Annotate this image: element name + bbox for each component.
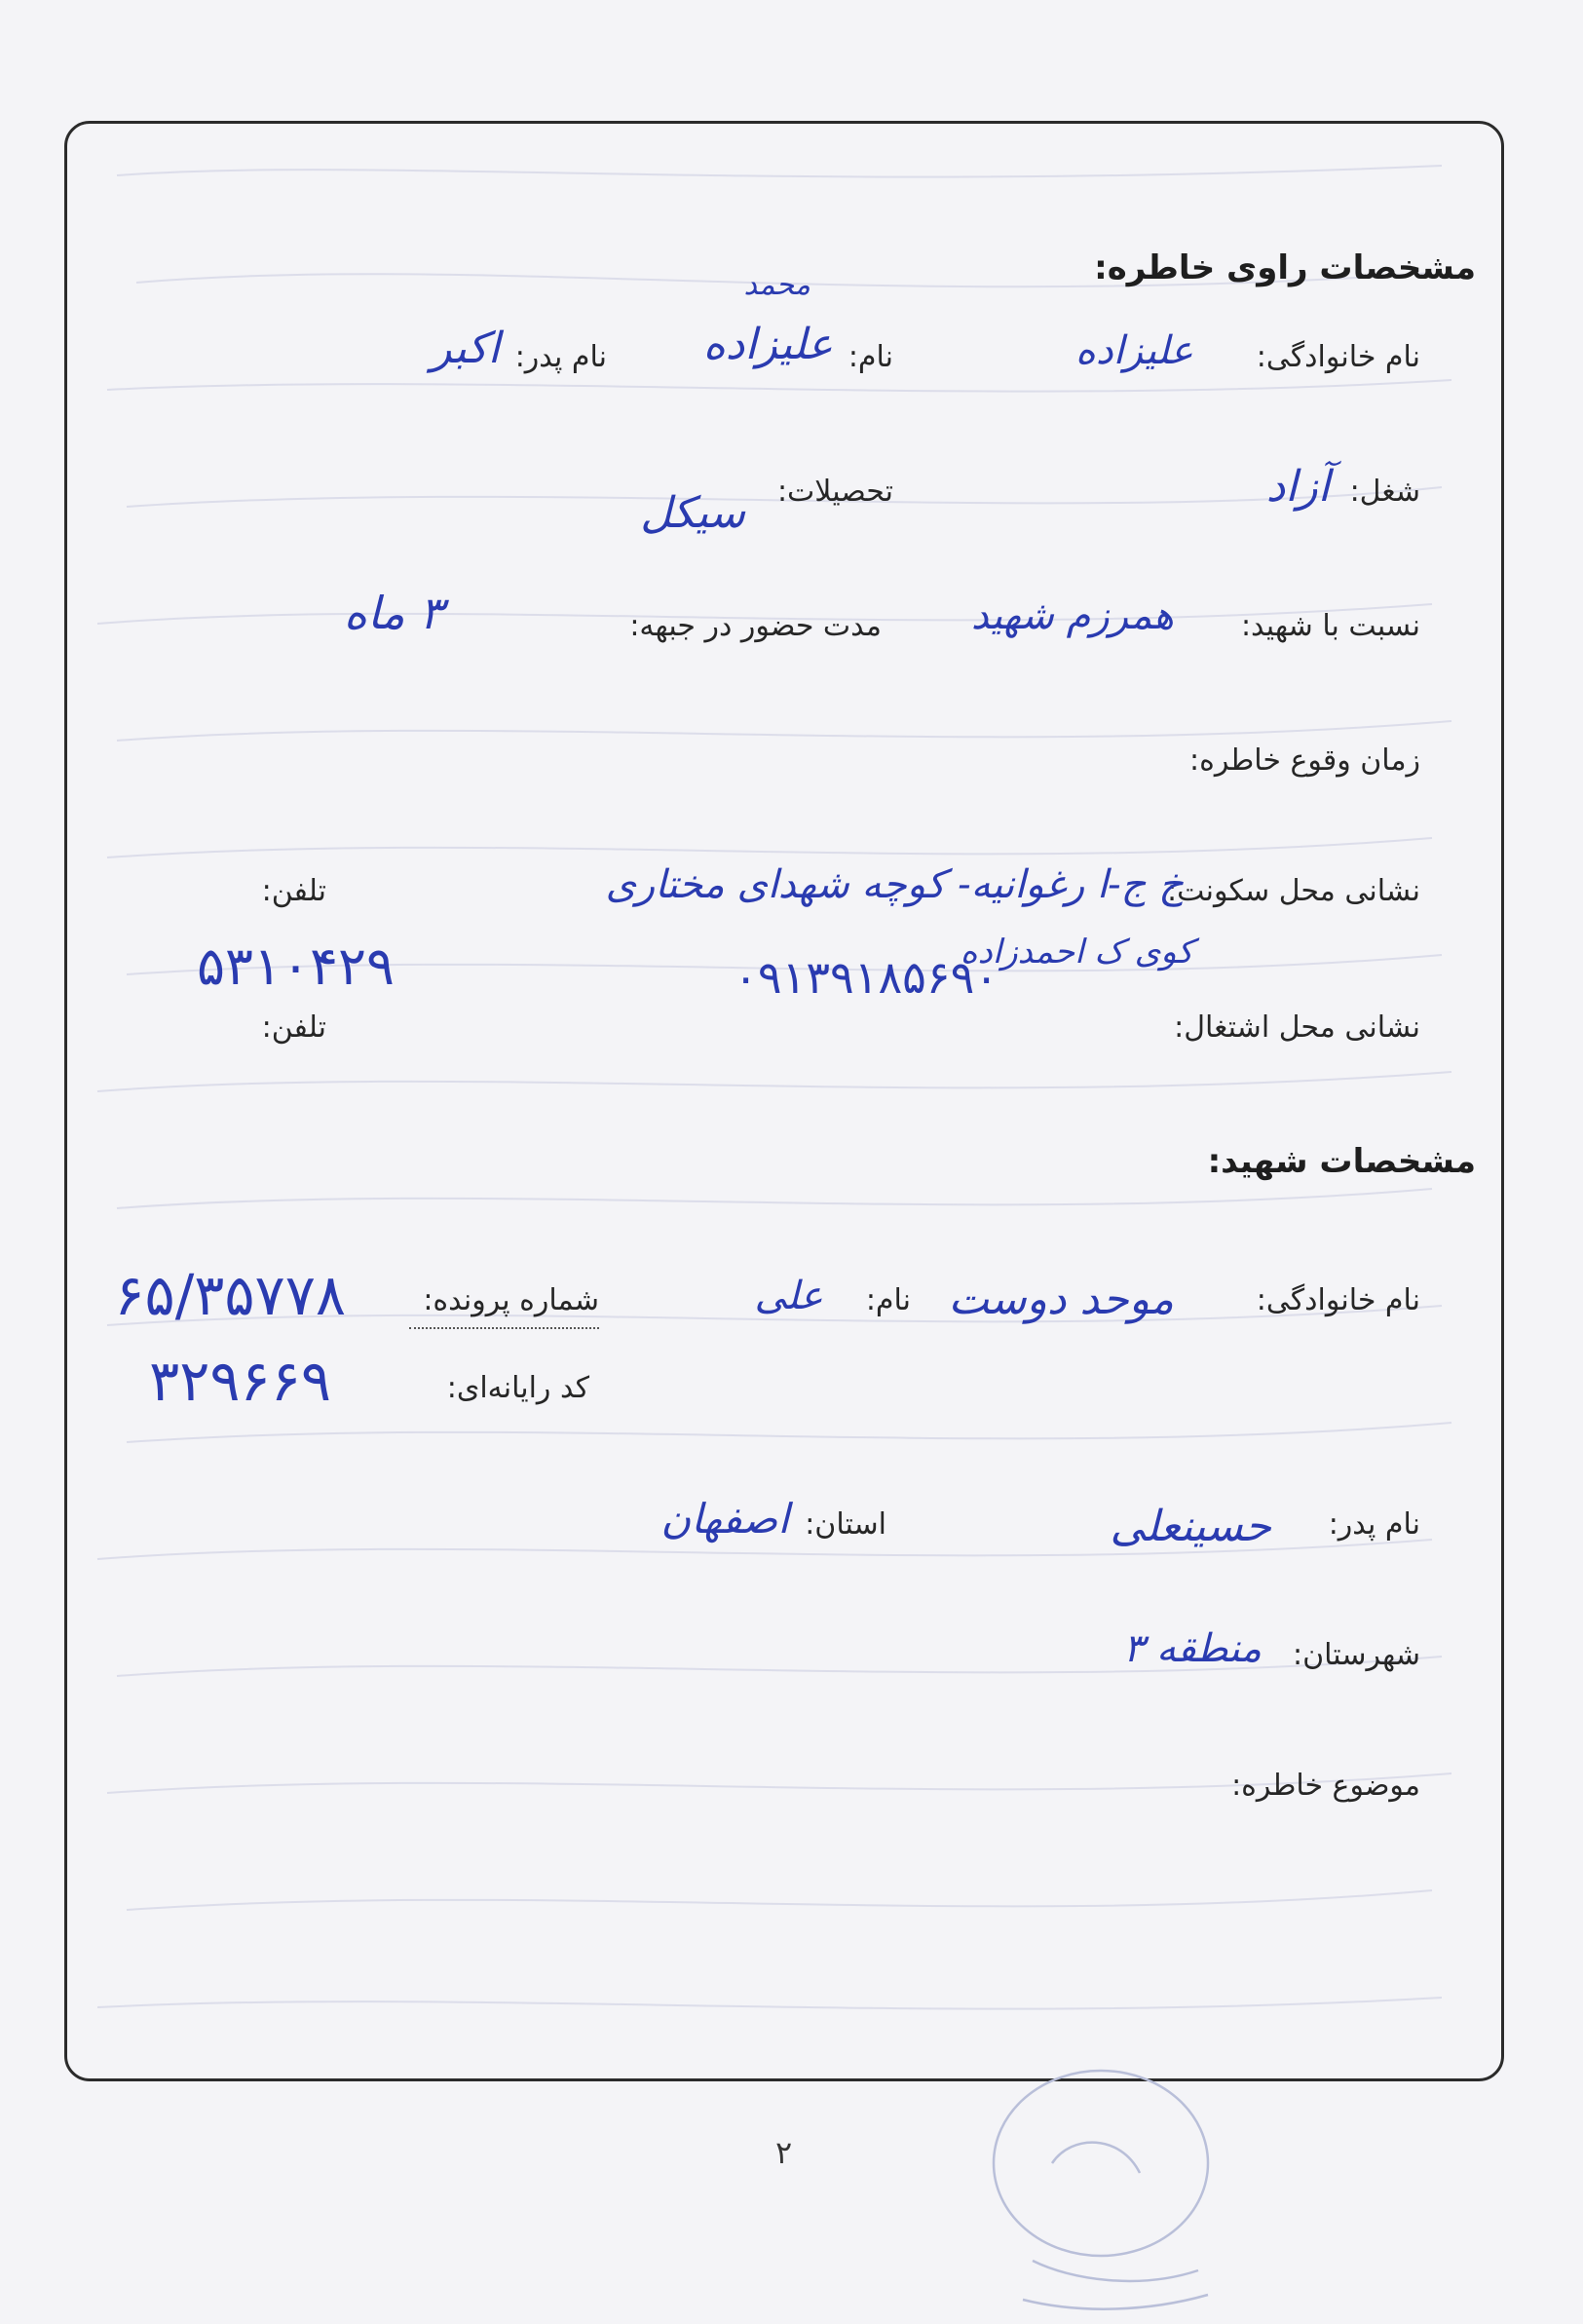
martyr-father-label: نام پدر:: [1328, 1507, 1420, 1542]
narrator-work-address-label: نشانی محل اشتغال:: [1174, 1010, 1420, 1045]
martyr-father-value: حسینعلی: [1110, 1502, 1271, 1551]
narrator-home-address-label: نشانی محل سکونت:: [1167, 874, 1420, 908]
narrator-family-label: نام خانوادگی:: [1256, 340, 1420, 374]
martyr-family-label: نام خانوادگی:: [1256, 1283, 1420, 1317]
narrator-first-name-value: علیزاده: [702, 320, 833, 369]
martyr-first-name-value: علی: [754, 1274, 823, 1318]
narrator-phone-label: تلفن:: [261, 874, 326, 908]
martyr-city-value: منطقه ۳: [1122, 1626, 1262, 1671]
narrator-job-label: شغل:: [1349, 475, 1420, 509]
martyr-section-title: مشخصات شهید:: [1207, 1142, 1476, 1181]
narrator-front-duration-value: ۳ ماه: [343, 587, 443, 639]
narrator-home-address-value: خ ج-ا رغوانیه- کوچه شهدای مختاری: [605, 862, 1184, 907]
martyr-file-number-value: ۶۵/۳۵۷۷۸: [114, 1262, 346, 1328]
narrator-front-duration-label: مدت حضور در جبهه:: [629, 609, 882, 643]
narrator-section-title: مشخصات راوی خاطره:: [1094, 248, 1476, 287]
file-number-underline: [409, 1327, 599, 1329]
martyr-computer-code-value: ۳۲۹۶۶۹: [149, 1348, 331, 1414]
narrator-first-name-label: نام:: [848, 340, 893, 374]
stamp-mark: [974, 2056, 1227, 2319]
narrator-relation-label: نسبت با شهید:: [1240, 609, 1420, 643]
narrator-father-value: اکبر: [431, 324, 500, 373]
narrator-family-value: علیزاده: [1074, 328, 1193, 373]
narrator-memory-time-label: زمان وقوع خاطره:: [1189, 743, 1420, 778]
narrator-job-value: آزاد: [1265, 462, 1330, 512]
martyr-family-value: موحد دوست: [948, 1275, 1174, 1324]
narrator-home-address-value-line2: کوی ک احمدزاده: [960, 933, 1193, 972]
narrator-father-label: نام پدر:: [514, 340, 607, 374]
martyr-file-number-label: شماره پرونده:: [423, 1283, 599, 1317]
narrator-mobile-value: ۰۹۱۳۹۱۸۵۶۹۰: [734, 951, 999, 1004]
martyr-computer-code-label: کد رایانه‌ای:: [446, 1371, 589, 1405]
narrator-education-label: تحصیلات:: [776, 475, 893, 509]
narrator-relation-value: همرزم شهید: [970, 593, 1174, 638]
narrator-phone-value: ۵۳۱۰۴۲۹: [196, 935, 395, 997]
narrator-education-value: سیکل: [640, 488, 745, 538]
page-number: ۲: [775, 2134, 793, 2171]
memory-topic-label: موضوع خاطره:: [1231, 1769, 1420, 1803]
martyr-first-name-label: نام:: [865, 1283, 911, 1317]
martyr-province-value: اصفهان: [660, 1495, 789, 1543]
martyr-province-label: استان:: [805, 1507, 886, 1542]
narrator-first-name-annotation: محمد: [743, 268, 810, 302]
narrator-work-phone-label: تلفن:: [261, 1010, 326, 1045]
martyr-city-label: شهرستان:: [1293, 1638, 1420, 1672]
